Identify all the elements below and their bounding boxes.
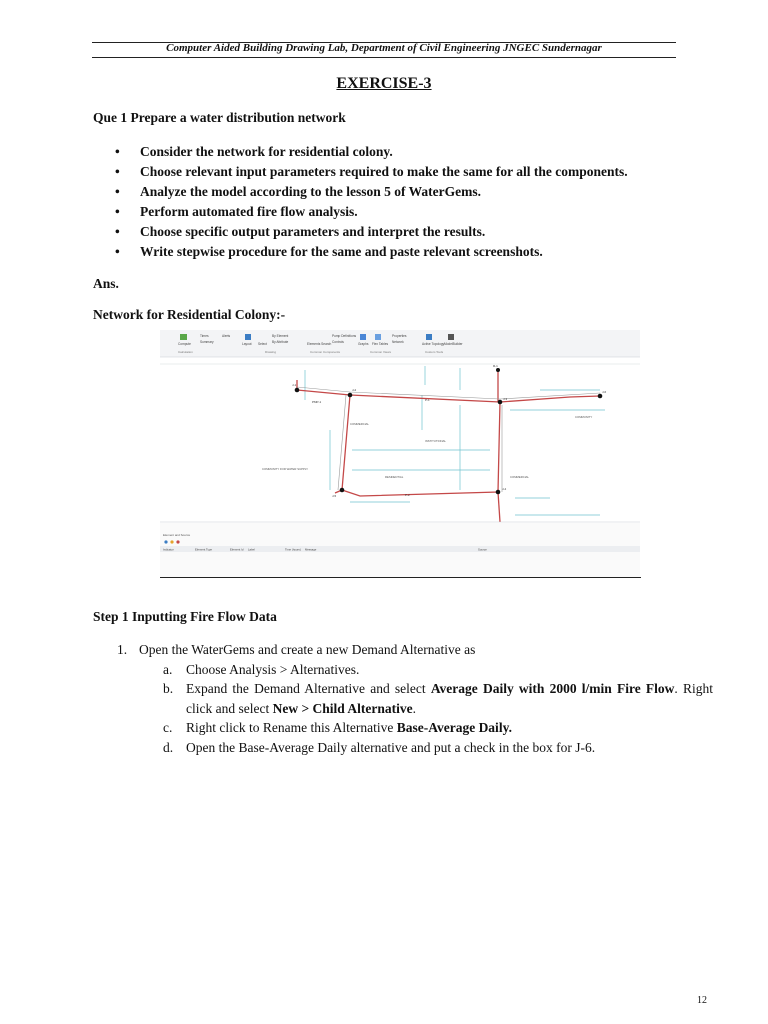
layout-icon — [245, 334, 251, 340]
requirements-list — [93, 142, 713, 262]
junction-node[interactable] — [496, 490, 501, 495]
page-number: 12 — [697, 995, 707, 1006]
step1-heading: Step 1 Inputting Fire Flow Data — [93, 609, 277, 624]
warning-icon[interactable] — [170, 540, 173, 543]
bullet-icon: • — [115, 224, 120, 239]
list-item: c. Right click to Rename this Alternative Base-Average Daily. — [93, 718, 713, 738]
ribbon-group-label: Drawing — [265, 350, 277, 354]
ribbon-button[interactable]: ModelBuilder — [444, 342, 463, 346]
error-icon[interactable] — [176, 540, 179, 543]
list-item: • Analyze the model according to the lesson 5 of WaterGems. — [93, 182, 713, 202]
column-header[interactable]: Indicator — [163, 547, 174, 552]
node-label: J-5 — [332, 494, 337, 498]
node-label: J-3 — [503, 397, 508, 401]
node-label: R-1 — [493, 364, 498, 368]
answer-label: Ans. — [93, 276, 119, 291]
zone-label: INSTITUTIONAL — [425, 439, 446, 443]
list-item: d. Open the Base-Average Daily alternative and put a check in the box for J-6. — [93, 738, 713, 758]
item-letter: d. — [163, 739, 174, 755]
modelbuilder-icon — [448, 334, 454, 340]
running-header: Computer Aided Building Drawing Lab, Department of Civil Engineering JNGEC Sundernagar — [166, 42, 602, 54]
ribbon-button[interactable]: Pump Definitions — [332, 334, 357, 338]
node-label: J-4 — [502, 487, 507, 491]
bullet-icon: • — [115, 184, 120, 199]
node-label: P-1 — [425, 398, 430, 402]
list-item: b. Expand the Demand Alternative and select Average Daily with 2000 l/min Fire Flow. Right click and select New > Child Alternative. — [163, 681, 713, 716]
list-item: a. Choose Analysis > Alternatives. — [93, 660, 713, 680]
zone-label: COMMERCIAL — [350, 422, 369, 426]
ribbon-button[interactable]: Alerts — [222, 334, 231, 338]
node-label: J-1 — [292, 383, 297, 387]
zone-label: COMMERCIAL — [510, 475, 529, 479]
screenshot-rule — [160, 577, 641, 578]
graphs-icon — [360, 334, 366, 340]
bullet-icon: • — [115, 164, 120, 179]
ribbon-group-label: Common Views — [370, 350, 391, 354]
ribbon-group-label: Common Components — [310, 350, 341, 354]
column-header[interactable]: Time (hours) — [285, 547, 301, 552]
item-letter: a. — [163, 661, 173, 677]
ribbon-button[interactable]: By Attribute — [272, 340, 289, 344]
ribbon-group-label: Custom Tools — [425, 350, 444, 354]
list-item: • Consider the network for residential colony. — [93, 142, 713, 162]
item-number: 1. — [117, 642, 128, 657]
info-icon[interactable] — [164, 540, 167, 543]
junction-node[interactable] — [348, 393, 353, 398]
ribbon-button[interactable]: Active Topology — [422, 342, 445, 346]
ribbon-button[interactable]: Properties — [392, 334, 407, 338]
ribbon-button[interactable]: Graphs — [358, 342, 369, 346]
zone-label: COMMUNITY FOR WATER SUPPLY — [262, 467, 309, 471]
item-letter: c. — [163, 720, 173, 735]
column-header[interactable]: Label — [248, 547, 255, 552]
node-label: J-6 — [602, 390, 607, 394]
item-letter: b. — [163, 681, 174, 696]
reservoir-node[interactable] — [496, 368, 500, 372]
column-header[interactable]: Element Id — [230, 547, 244, 552]
node-label: J-2 — [352, 388, 357, 392]
messages-title: Element and Source — [163, 533, 191, 537]
junction-node[interactable] — [340, 488, 345, 493]
ribbon-button[interactable]: Network — [392, 340, 404, 344]
node-label: PMP-1 — [312, 400, 322, 404]
junction-node[interactable] — [295, 388, 300, 393]
bullet-icon: • — [115, 144, 120, 159]
column-header[interactable]: Source — [478, 547, 487, 552]
ribbon-button[interactable]: Layout — [242, 342, 252, 346]
question-heading: Que 1 Prepare a water distribution network — [93, 110, 346, 125]
ribbon-button[interactable]: Flex Tables — [372, 342, 389, 346]
ribbon-button[interactable]: Times — [200, 334, 209, 338]
list-item: • Choose relevant input parameters required to make the same for all the components. — [93, 162, 713, 182]
ribbon-button[interactable]: Select — [258, 342, 267, 346]
list-item: • Choose specific output parameters and interpret the results. — [93, 222, 713, 242]
node-label: P-2 — [405, 493, 410, 497]
ribbon-button[interactable]: Summary — [200, 340, 214, 344]
bullet-icon: • — [115, 204, 120, 219]
topology-icon — [426, 334, 432, 340]
ribbon-button[interactable]: Controls — [332, 340, 344, 344]
zone-label: COMMUNITY — [575, 415, 593, 419]
column-header[interactable]: Element Type — [195, 547, 213, 552]
ribbon-button[interactable]: Compute — [178, 342, 191, 346]
procedure-list — [93, 640, 713, 757]
header-rule-bottom — [92, 57, 676, 58]
junction-node[interactable] — [498, 400, 503, 405]
ribbon-button[interactable]: Elements Search — [307, 342, 332, 346]
list-item: • Perform automated fire flow analysis. — [93, 202, 713, 222]
list-item: 1. Open the WaterGems and create a new Demand Alternative as — [93, 640, 713, 660]
flex-tables-icon — [375, 334, 381, 340]
ribbon-button[interactable]: By Element — [272, 334, 289, 338]
network-heading: Network for Residential Colony:- — [93, 307, 286, 322]
junction-node[interactable] — [598, 394, 603, 399]
bullet-icon: • — [115, 244, 120, 259]
watergems-screenshot — [160, 330, 640, 578]
zone-label: RESIDENTIAL — [385, 475, 404, 479]
exercise-title: EXERCISE-3 — [336, 75, 432, 92]
compute-icon — [180, 334, 187, 340]
list-item: • Write stepwise procedure for the same and paste relevant screenshots. — [93, 242, 713, 262]
column-header[interactable]: Message — [305, 547, 317, 552]
ribbon-group-label: Calculation — [178, 350, 193, 354]
